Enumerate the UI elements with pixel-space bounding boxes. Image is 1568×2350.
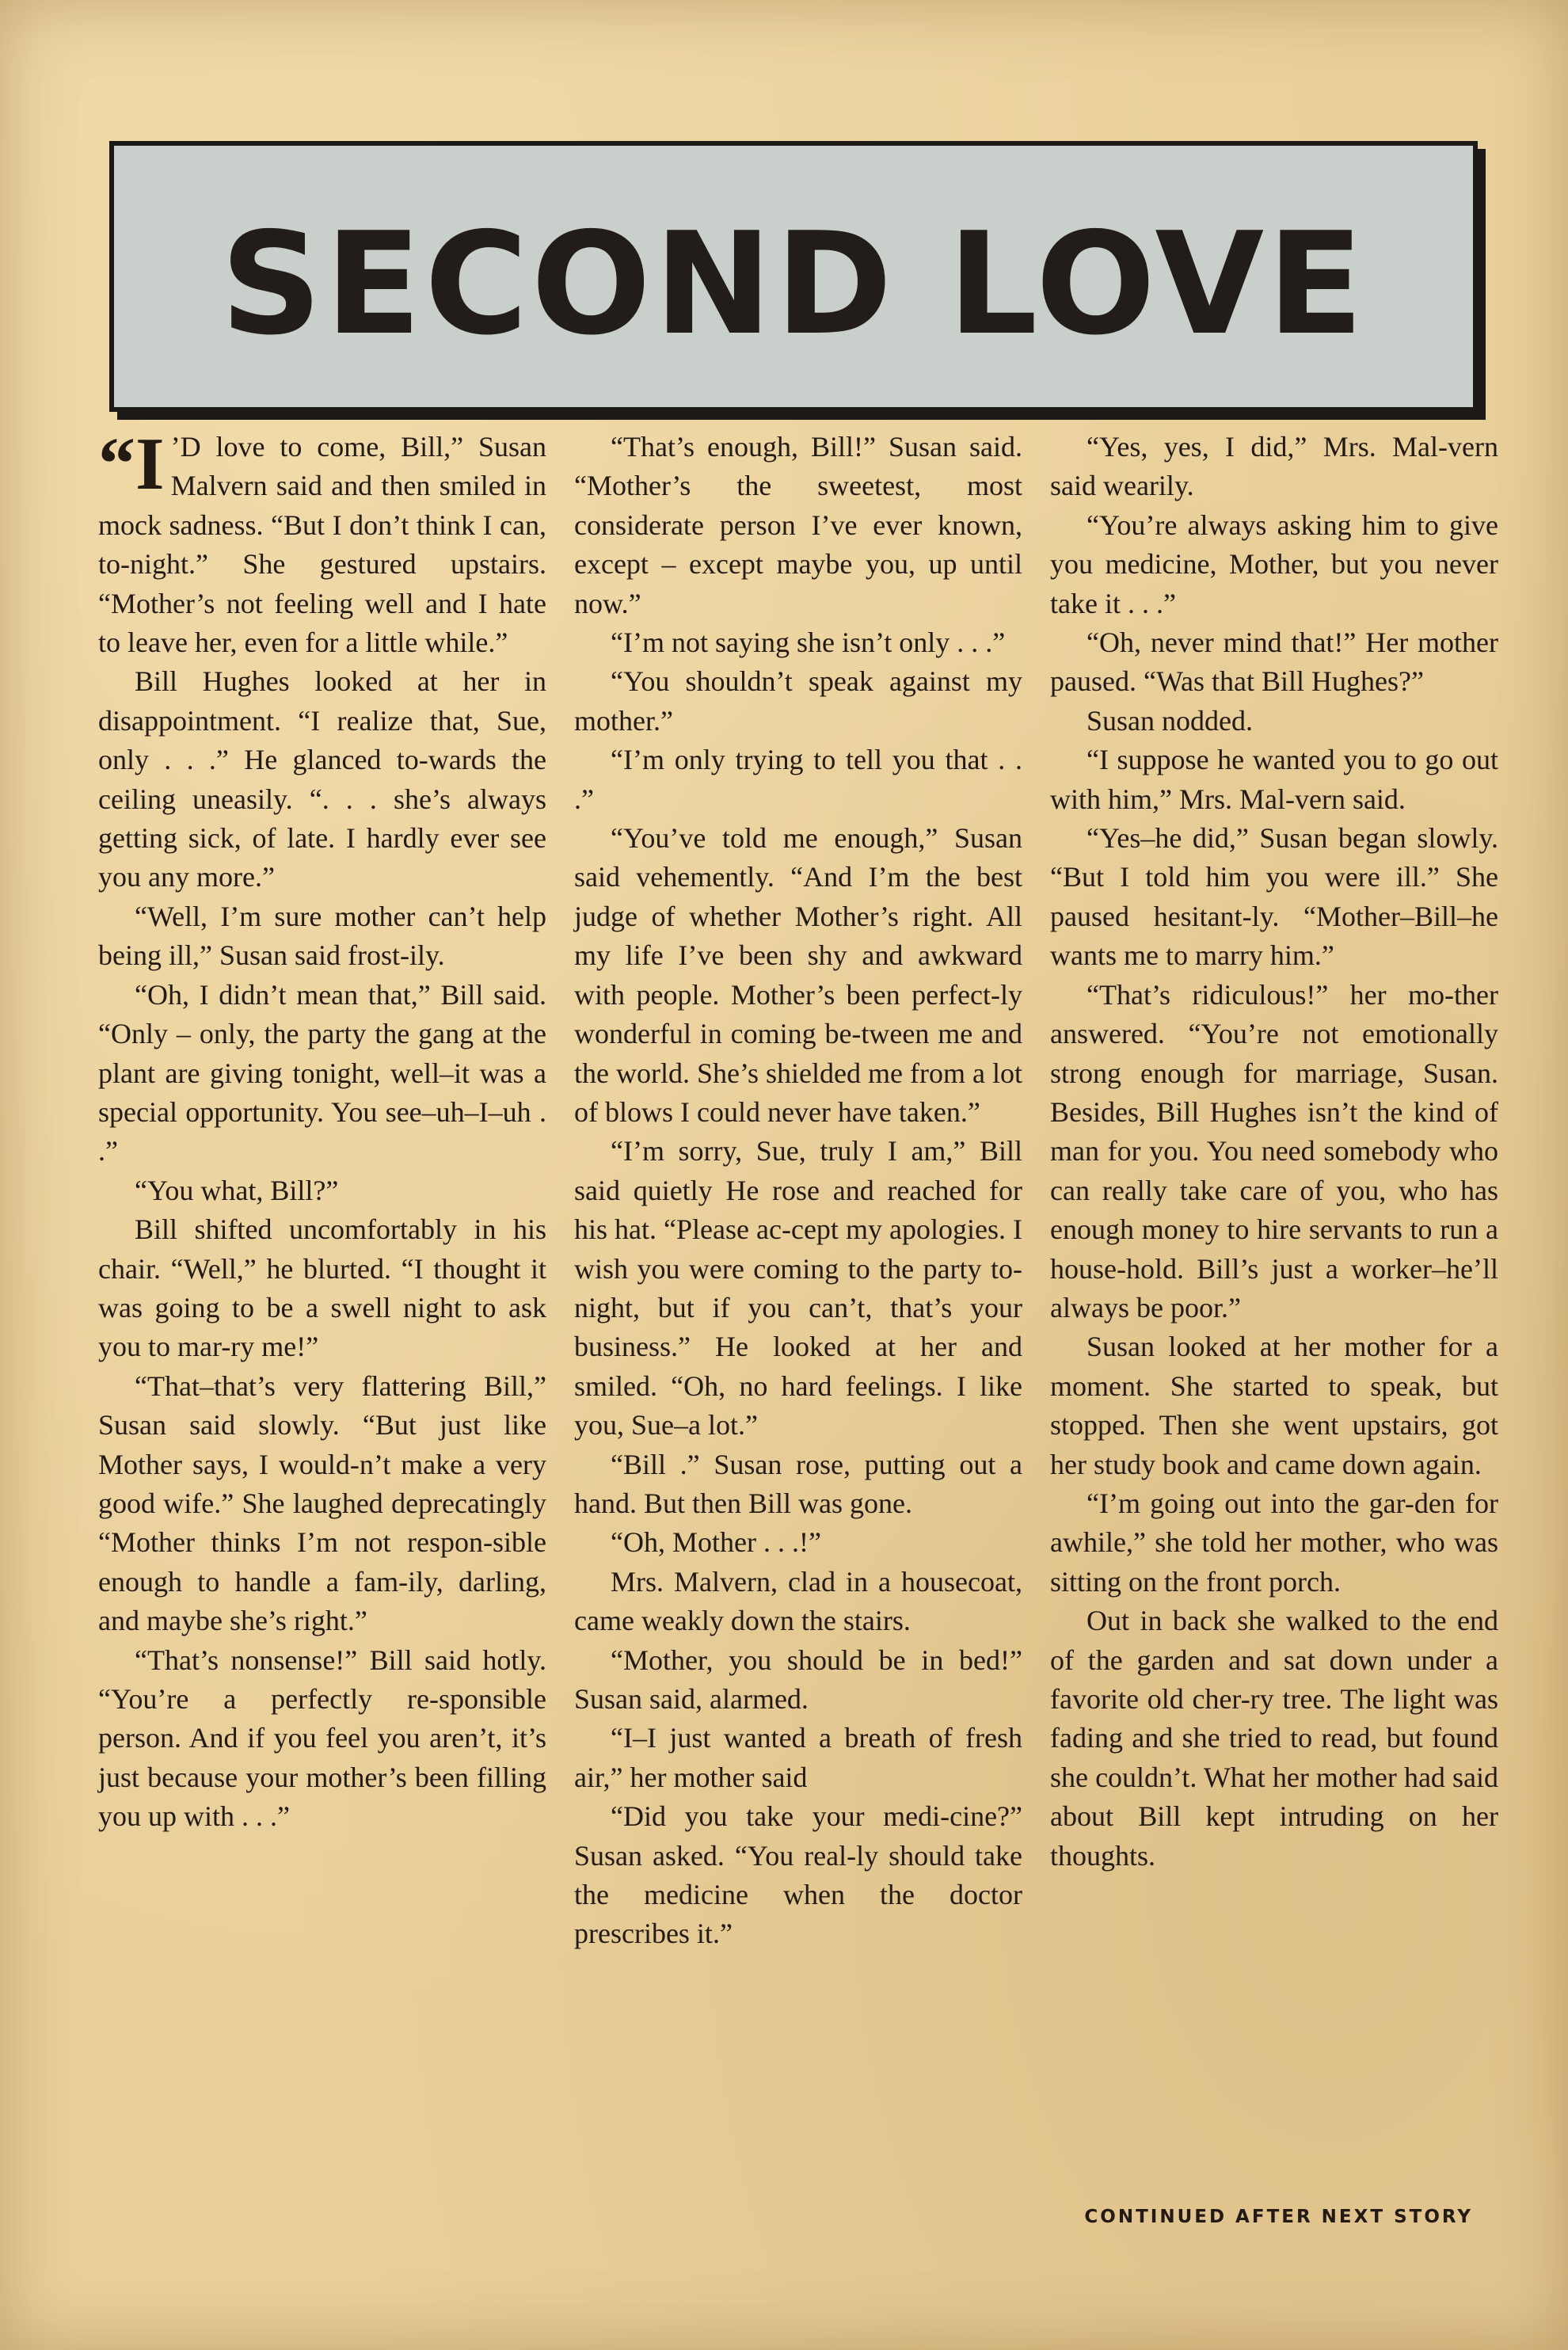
- paragraph-text: ’D love to come, Bill,” Susan Malvern said and then smiled in mock sadness. “But I don’t think I can, to-night.” She gestured upstairs. “Mother’s not feeling well and I hate to leave her, even for a little while.”: [98, 431, 546, 659]
- paragraph: “I suppose he wanted you to go out with him,” Mrs. Mal-vern said.: [1050, 744, 1498, 815]
- paragraph: “That’s enough, Bill!” Susan said. “Mother’s the sweetest, most considerate person I’ve ever known, except – except maybe you, up until now.”: [574, 431, 1022, 619]
- paragraph: Out in back she walked to the end of the garden and sat down under a favorite old cher-ry tree. The light was fading and she tried to read, but found she couldn’t. What her mother had said about Bill kept intruding on her thoughts.: [1050, 1605, 1498, 1872]
- paragraph: “That’s ridiculous!” her mo-ther answered. “You’re not emotionally strong enough for marriage, Susan. Besides, Bill Hughes isn’t the kind of man for you. You need somebody who can really take care of you, who has enough money to hire servants to run a house-hold. Bill’s just a worker–he’ll always be poor.”: [1050, 978, 1498, 1324]
- title-banner: [109, 141, 1478, 412]
- paragraph: “I’m not saying she isn’t only . . .”: [611, 627, 1006, 659]
- paragraph: Mrs. Malvern, clad in a housecoat, came weakly down the stairs.: [574, 1565, 1022, 1637]
- paragraph: “You’ve told me enough,” Susan said vehemently. “And I’m the best judge of whether Mother’s right. All my life I’ve been shy and awkward with people. Mother’s been perfect-ly wonderful in coming be-tween me and the world. She’s shielded me from a lot of blows I could never have taken.”: [574, 822, 1022, 1128]
- drop-cap: “I: [98, 423, 165, 505]
- paragraph: [98, 423, 546, 662]
- paragraph: “I–I just wanted a breath of fresh air,” her mother said: [574, 1722, 1022, 1793]
- paragraph: “That’s nonsense!” Bill said hotly. “You’re a perfectly re-sponsible person. And if you feel you aren’t, it’s just because your mother’s been filling you up with . . .”: [98, 1643, 546, 1833]
- text-column-1: [98, 423, 546, 2186]
- paragraph: “I’m only trying to tell you that . . .”: [574, 744, 1022, 815]
- paragraph: “Oh, Mother . . .!”: [611, 1526, 821, 1559]
- paragraph: “That–that’s very flattering Bill,” Susan said slowly. “But just like Mother says, I would-n’t make a very good wife.” She laughed deprecatingly “Mother thinks I’m not respon-sible enough to handle a fam-ily, darling, and maybe she’s right.”: [98, 1369, 546, 1637]
- paragraph: Susan nodded.: [1087, 704, 1253, 737]
- story-columns: [98, 423, 1498, 2186]
- continued-notice: CONTINUED AFTER NEXT STORY: [1084, 2207, 1473, 2227]
- text-column-2: [574, 428, 1022, 2186]
- paragraph: “Did you take your medi-cine?” Susan asked. “You real-ly should take the medicine when the doctor prescribes it.”: [574, 1800, 1022, 1950]
- paragraph: “You shouldn’t speak against my mother.”: [574, 665, 1022, 737]
- paragraph: Bill shifted uncomfortably in his chair. “Well,” he blurted. “I thought it was going to be a swell night to ask you to mar-ry me!”: [98, 1213, 546, 1363]
- paragraph: Bill Hughes looked at her in disappointment. “I realize that, Sue, only . . .” He glanced to-wards the ceiling uneasily. “. . . she’s always getting sick, of late. I hardly ever see you any more.”: [98, 665, 546, 893]
- paragraph: “Bill .” Susan rose, putting out a hand. But then Bill was gone.: [574, 1448, 1022, 1519]
- story-title: SECOND LOVE: [220, 202, 1367, 366]
- paragraph: “Oh, never mind that!” Her mother paused. “Was that Bill Hughes?”: [1050, 627, 1498, 698]
- paragraph: “You’re always asking him to give you medicine, Mother, but you never take it . . .”: [1050, 508, 1498, 619]
- text-column-3: [1050, 428, 1498, 2186]
- paragraph: “I’m sorry, Sue, truly I am,” Bill said quietly He rose and reached for his hat. “Please ac-cept my apologies. I wish you were coming to the party to-night, but if you can’t, that’s your business.” He looked at her and smiled. “Oh, no hard feelings. I like you, Sue–a lot.”: [574, 1135, 1022, 1442]
- paragraph: “Mother, you should be in bed!” Susan said, alarmed.: [574, 1643, 1022, 1715]
- paragraph: “Well, I’m sure mother can’t help being ill,” Susan said frost-ily.: [98, 900, 546, 972]
- paragraph: “Oh, I didn’t mean that,” Bill said. “Only – only, the party the gang at the plant are giving tonight, well–it was a special opportunity. You see–uh–I–uh . .”: [98, 978, 546, 1167]
- paragraph: Susan looked at her mother for a moment. She started to speak, but stopped. Then she went upstairs, got her study book and came down again.: [1050, 1331, 1498, 1480]
- paragraph: “You what, Bill?”: [135, 1174, 339, 1206]
- paragraph: “Yes–he did,” Susan began slowly. “But I told him you were ill.” She paused hesitant-ly. “Mother–Bill–he wants me to marry him.”: [1050, 822, 1498, 972]
- paragraph: “Yes, yes, I did,” Mrs. Mal-vern said wearily.: [1050, 431, 1498, 502]
- paragraph: “I’m going out into the gar-den for awhile,” she told her mother, who was sitting on the front porch.: [1050, 1487, 1498, 1598]
